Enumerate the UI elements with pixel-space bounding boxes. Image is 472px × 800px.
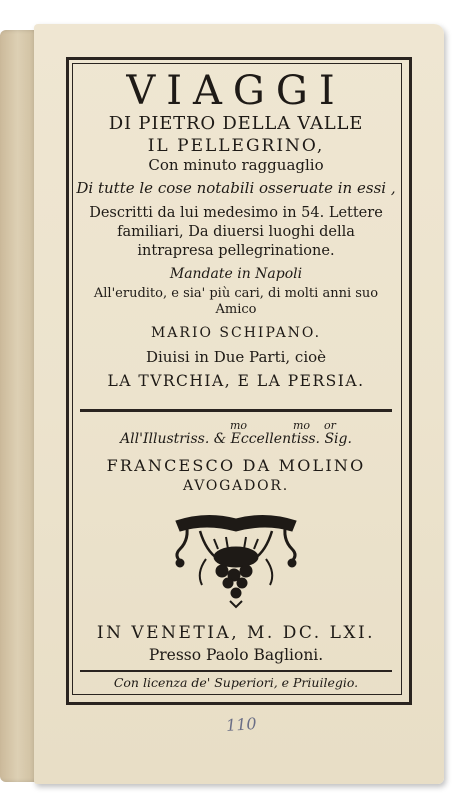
- descritti-line: Descritti da lui medesimo in 54. Lettere familiari, Da diuersi luoghi della intrapresa pellegrinatione.: [89, 205, 383, 259]
- mandate-line: Mandate in Napoli: [169, 266, 303, 282]
- imprint-place-date: IN VENETIA, M. DC. LXI.: [96, 623, 376, 643]
- dedicatee-title: AVOGADOR.: [183, 478, 289, 494]
- dedicatee-name: FRANCESCO DA MOLINO: [106, 456, 366, 475]
- handwritten-annotation: 110: [225, 713, 258, 736]
- schipano-line: MARIO SCHIPANO.: [150, 325, 322, 341]
- divider-rule: [80, 409, 392, 412]
- notabili-line: Di tutte le cose notabili osseruate in essi ,: [76, 179, 396, 197]
- printer-line: Presso Paolo Baglioni.: [148, 646, 324, 664]
- diuisi-line: Diuisi in Due Parti, cioè: [145, 348, 327, 366]
- superscript-mo-1: mo: [230, 419, 248, 432]
- superscript-or: or: [324, 419, 336, 432]
- minuto-line: Con minuto ragguaglio: [148, 156, 324, 174]
- turchia-line: LA TVRCHIA, E LA PERSIA.: [107, 372, 365, 390]
- printers-basket-fleuron-icon: [166, 509, 306, 609]
- superscript-mo-2: mo: [293, 419, 311, 432]
- licenza-line: Con licenza de' Superiori, e Priuilegio.: [113, 675, 359, 690]
- erudito-line: All'erudito, e sia' più cari, di molti anni suo Amico: [93, 286, 379, 317]
- author-line: DI PIETRO DELLA VALLE: [108, 113, 364, 134]
- book-title: VIAGGI: [126, 68, 346, 114]
- bottom-rule: [80, 670, 392, 672]
- dedication-line: All'Illustriss. & Eccellentiss. Sig.: [120, 431, 352, 447]
- pellegrino-line: IL PELLEGRINO,: [147, 136, 325, 156]
